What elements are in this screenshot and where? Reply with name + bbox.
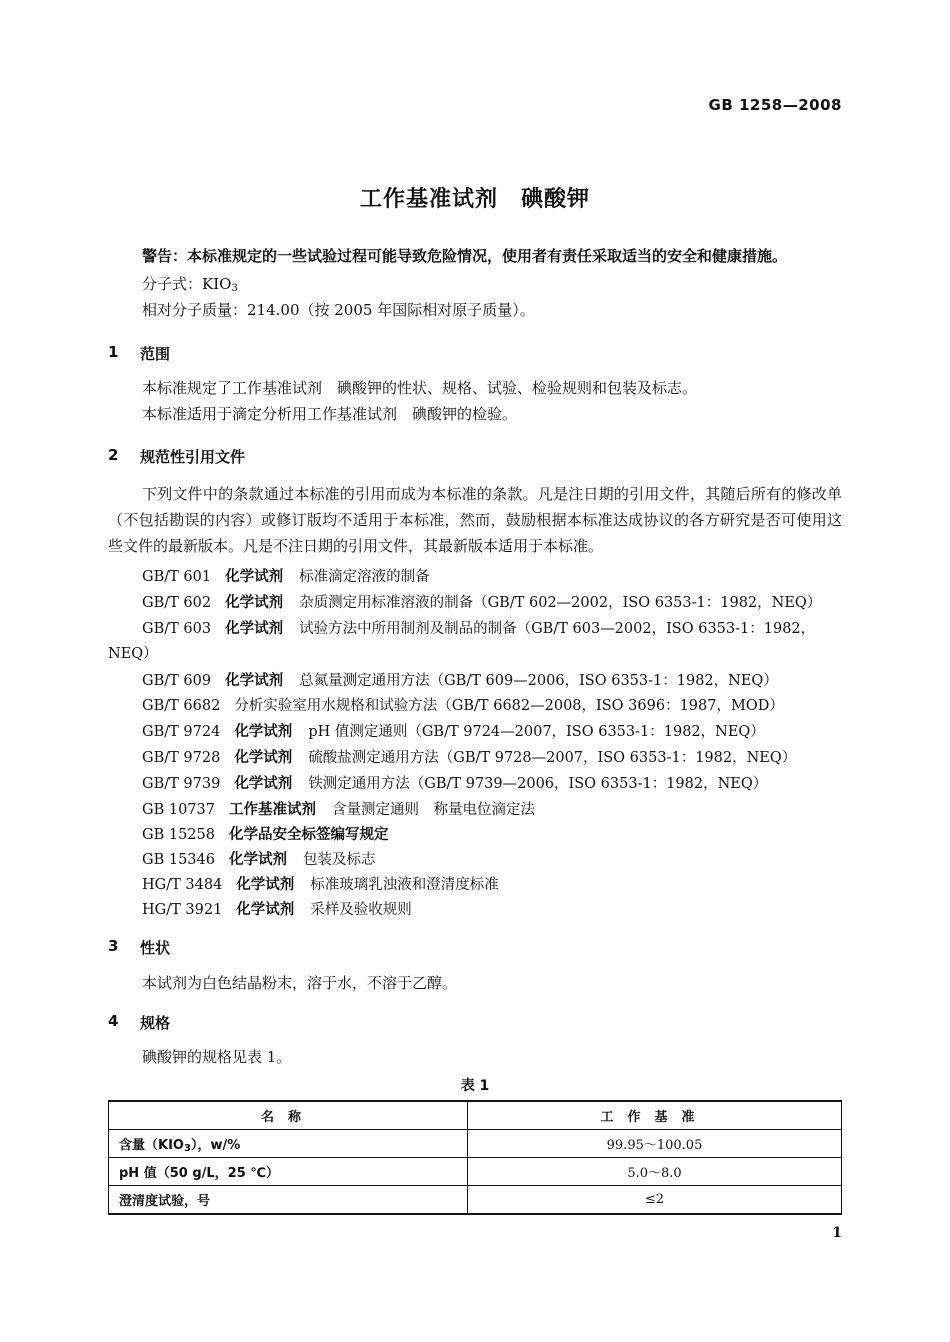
- section-4-paragraph: 碘酸钾的规格见表 1。: [142, 1048, 292, 1066]
- section-1-paragraph-2: 本标准适用于滴定分析用工作基准试剂 碘酸钾的检验。: [142, 405, 518, 423]
- reference-item: GB/T 609 化学试剂 总氮量测定通用方法（GB/T 609—2006，ISO 6353-1：1982，NEQ）: [142, 673, 778, 689]
- standard-number: GB 1258—2008: [708, 96, 842, 114]
- reference-item: GB 15346 化学试剂 包装及标志: [142, 852, 376, 868]
- reference-item: GB 15258 化学品安全标签编写规定: [142, 827, 389, 843]
- formula-subscript: 3: [231, 283, 238, 294]
- reference-item: GB/T 603 化学试剂 试验方法中所用制剂及制品的制备（GB/T 603—2002，ISO 6353-1：1982，: [142, 621, 816, 637]
- safety-warning: 警告：本标准规定的一些试验过程可能导致危险情况，使用者有责任采取适当的安全和健康措施。: [142, 247, 788, 265]
- formula-main: KIO: [202, 275, 232, 293]
- section-4-number: 4: [108, 1012, 119, 1030]
- table-row: [109, 1130, 842, 1158]
- reference-item: GB/T 601 化学试剂 标准滴定溶液的制备: [142, 569, 430, 585]
- section-2-intro: 下列文件中的条款通过本标准的引用而成为本标准的条款。凡是注日期的引用文件，其随后所有的修改单（不包括勘误的内容）或修订版均不适用于本标准，然而，鼓励根据本标准达成协议的各方研究是否可使用这些文件的最新版本。凡是不注日期的引用文件，其最新版本适用于本标准。: [108, 485, 842, 555]
- table-cell-value: 99.95～100.05: [468, 1130, 842, 1158]
- reference-item: GB 10737 工作基准试剂 含量测定通则 称量电位滴定法: [142, 802, 535, 818]
- reference-item: GB/T 602 化学试剂 杂质测定用标准溶液的制备（GB/T 602—2002，ISO 6353-1：1982，NEQ）: [142, 595, 822, 611]
- table-row: [109, 1186, 842, 1215]
- molar-mass: 相对分子质量：214.00（按 2005 年国际相对原子质量）。: [142, 301, 535, 319]
- section-2-number: 2: [108, 446, 119, 464]
- table-cell-value: 5.0～8.0: [468, 1158, 842, 1186]
- specification-table: [108, 1100, 842, 1215]
- table-header-name: 名称: [109, 1101, 468, 1130]
- section-3-number: 3: [108, 937, 119, 955]
- table-row: [109, 1158, 842, 1186]
- reference-item: GB/T 9724 化学试剂 pH 值测定通则（GB/T 9724—2007，ISO 6353-1：1982，NEQ）: [142, 724, 765, 740]
- table-header-row: [109, 1101, 842, 1130]
- formula-label: 分子式：: [142, 275, 203, 293]
- document-title: 工作基准试剂 碘酸钾: [359, 187, 590, 212]
- reference-item: GB/T 9739 化学试剂 铁测定通用方法（GB/T 9739—2006，ISO 6353-1：1982，NEQ）: [142, 776, 768, 792]
- reference-item: HG/T 3484 化学试剂 标准玻璃乳浊液和澄清度标准: [142, 877, 499, 893]
- reference-item: GB/T 9728 化学试剂 硫酸盐测定通用方法（GB/T 9728—2007，ISO 6353-1：1982，NEQ）: [142, 750, 797, 766]
- reference-item: HG/T 3921 化学试剂 采样及验收规则: [142, 902, 412, 918]
- table-header-value: 工作基准: [468, 1101, 842, 1130]
- section-4-title: 规格: [140, 1014, 171, 1032]
- molecular-formula: [142, 274, 238, 294]
- section-1-title: 范围: [140, 345, 171, 363]
- table-cell-name: pH 值（50 g/L，25 ℃）: [109, 1158, 468, 1186]
- section-3-title: 性状: [140, 939, 171, 957]
- page-number: 1: [832, 1225, 842, 1241]
- table-cell-name: 澄清度试验，号: [109, 1186, 468, 1215]
- table-caption: 表 1: [460, 1078, 490, 1094]
- table-cell-value: ≤2: [468, 1186, 842, 1215]
- reference-continuation: NEQ）: [108, 646, 158, 662]
- section-2-title: 规范性引用文件: [140, 448, 246, 466]
- section-1-paragraph-1: 本标准规定了工作基准试剂 碘酸钾的性状、规格、试验、检验规则和包装及标志。: [142, 379, 698, 397]
- section-3-paragraph: 本试剂为白色结晶粉末，溶于水，不溶于乙醇。: [142, 974, 458, 992]
- table-cell-name: 含量$(KIO_3)$，w/%: [109, 1130, 468, 1158]
- reference-item: GB/T 6682 分析实验室用水规格和试验方法（GB/T 6682—2008，ISO 3696：1987，MOD）: [142, 698, 784, 714]
- section-1-number: 1: [108, 343, 119, 361]
